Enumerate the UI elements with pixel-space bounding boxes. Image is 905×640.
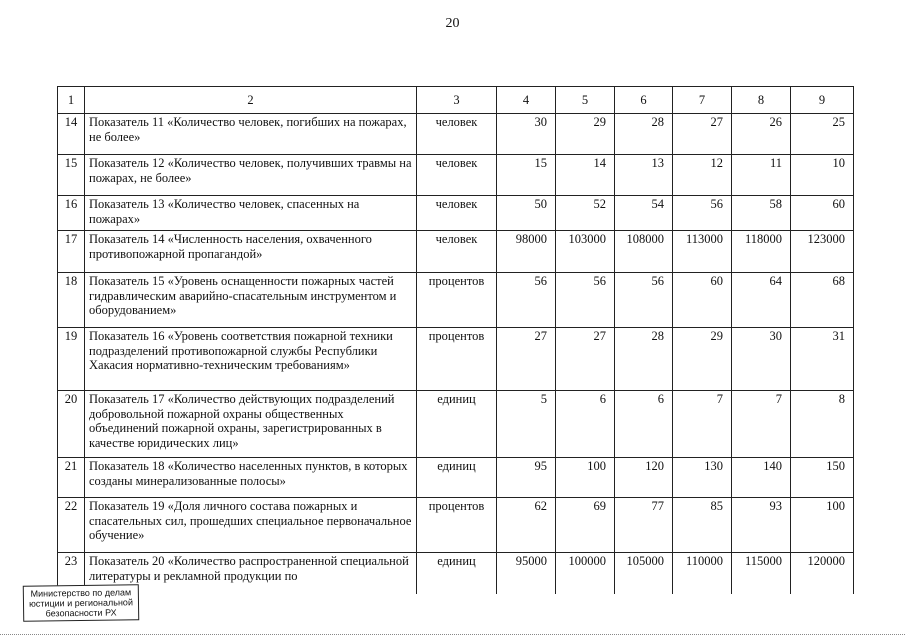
table-row: [58, 328, 854, 391]
value-cell: 10: [791, 155, 854, 196]
unit-cell: единиц: [417, 458, 497, 498]
value-cell: 120000: [791, 553, 854, 595]
header-cell: 8: [732, 87, 791, 114]
row-number-cell: 21: [58, 458, 85, 498]
row-number-cell: 16: [58, 196, 85, 231]
indicator-cell: Показатель 20 «Количество распространенной специальной литературы и рекламной продукции по: [85, 553, 417, 595]
unit-cell: процентов: [417, 498, 497, 553]
indicators-table: [57, 86, 854, 594]
value-cell: 28: [615, 114, 673, 155]
unit-cell: процентов: [417, 273, 497, 328]
indicator-cell: Показатель 15 «Уровень оснащенности пожарных частей гидравлическим аварийно-спасательным инструментом и оборудованием»: [85, 273, 417, 328]
registration-stamp: [23, 584, 139, 622]
unit-cell: человек: [417, 114, 497, 155]
stamp-line: безопасности РХ: [45, 607, 117, 619]
value-cell: 85: [673, 498, 732, 553]
value-cell: 100: [791, 498, 854, 553]
value-cell: 50: [497, 196, 556, 231]
indicator-cell: Показатель 14 «Численность населения, охваченного противопожарной пропагандой»: [85, 231, 417, 273]
indicator-cell: Показатель 13 «Количество человек, спасенных на пожарах»: [85, 196, 417, 231]
value-cell: 93: [732, 498, 791, 553]
row-number-cell: 20: [58, 391, 85, 458]
value-cell: 95: [497, 458, 556, 498]
value-cell: 115000: [732, 553, 791, 595]
value-cell: 68: [791, 273, 854, 328]
indicator-cell: Показатель 11 «Количество человек, погибших на пожарах, не более»: [85, 114, 417, 155]
value-cell: 7: [673, 391, 732, 458]
table-row: [58, 114, 854, 155]
page-number: 20: [445, 16, 460, 31]
value-cell: 56: [673, 196, 732, 231]
value-cell: 6: [615, 391, 673, 458]
value-cell: 11: [732, 155, 791, 196]
row-number-cell: 19: [58, 328, 85, 391]
value-cell: 31: [791, 328, 854, 391]
header-row: [58, 87, 854, 114]
value-cell: 108000: [615, 231, 673, 273]
value-cell: 13: [615, 155, 673, 196]
value-cell: 103000: [556, 231, 615, 273]
unit-cell: единиц: [417, 391, 497, 458]
value-cell: 27: [556, 328, 615, 391]
table-row: [58, 458, 854, 498]
unit-cell: единиц: [417, 553, 497, 595]
unit-cell: человек: [417, 231, 497, 273]
value-cell: 140: [732, 458, 791, 498]
value-cell: 27: [673, 114, 732, 155]
table-row: [58, 231, 854, 273]
indicator-cell: Показатель 18 «Количество населенных пунктов, в которых созданы минерализованные полосы»: [85, 458, 417, 498]
value-cell: 29: [673, 328, 732, 391]
value-cell: 120: [615, 458, 673, 498]
value-cell: 60: [673, 273, 732, 328]
stamp-line: юстиции и региональной: [28, 597, 134, 609]
table-row: [58, 498, 854, 553]
value-cell: 56: [556, 273, 615, 328]
row-number-cell: 22: [58, 498, 85, 553]
stamp-line: Министерство по делам: [30, 587, 132, 599]
header-cell: 9: [791, 87, 854, 114]
value-cell: 27: [497, 328, 556, 391]
value-cell: 105000: [615, 553, 673, 595]
value-cell: 56: [615, 273, 673, 328]
scan-edge-line: [0, 634, 905, 636]
value-cell: 14: [556, 155, 615, 196]
row-number-cell: 14: [58, 114, 85, 155]
value-cell: 12: [673, 155, 732, 196]
value-cell: 8: [791, 391, 854, 458]
row-number-cell: 17: [58, 231, 85, 273]
value-cell: 100000: [556, 553, 615, 595]
value-cell: 30: [497, 114, 556, 155]
indicator-cell: Показатель 12 «Количество человек, получивших травмы на пожарах, не более»: [85, 155, 417, 196]
table-row: [58, 155, 854, 196]
header-cell: 7: [673, 87, 732, 114]
indicator-cell: Показатель 17 «Количество действующих подразделений добровольной пожарной охраны общественных объединений пожарной охраны, зарегистрированных в качестве юридических лиц»: [85, 391, 417, 458]
value-cell: 95000: [497, 553, 556, 595]
value-cell: 26: [732, 114, 791, 155]
value-cell: 25: [791, 114, 854, 155]
value-cell: 98000: [497, 231, 556, 273]
value-cell: 5: [497, 391, 556, 458]
value-cell: 56: [497, 273, 556, 328]
value-cell: 118000: [732, 231, 791, 273]
table-row: [58, 553, 854, 595]
value-cell: 62: [497, 498, 556, 553]
value-cell: 28: [615, 328, 673, 391]
value-cell: 15: [497, 155, 556, 196]
unit-cell: процентов: [417, 328, 497, 391]
header-cell: 1: [58, 87, 85, 114]
row-number-cell: 23: [58, 553, 85, 595]
value-cell: 58: [732, 196, 791, 231]
row-number-cell: 18: [58, 273, 85, 328]
unit-cell: человек: [417, 155, 497, 196]
indicator-cell: Показатель 19 «Доля личного состава пожарных и спасательных сил, прошедших специальное первоначальное обучение»: [85, 498, 417, 553]
value-cell: 7: [732, 391, 791, 458]
value-cell: 52: [556, 196, 615, 231]
header-cell: 6: [615, 87, 673, 114]
table-row: [58, 391, 854, 458]
value-cell: 29: [556, 114, 615, 155]
value-cell: 113000: [673, 231, 732, 273]
header-cell: 3: [417, 87, 497, 114]
value-cell: 6: [556, 391, 615, 458]
unit-cell: человек: [417, 196, 497, 231]
value-cell: 100: [556, 458, 615, 498]
indicator-cell: Показатель 16 «Уровень соответствия пожарной техники подразделений противопожарной службы Республики Хакасия нормативно-техническим требованиям»: [85, 328, 417, 391]
table-row: [58, 196, 854, 231]
table-row: [58, 273, 854, 328]
value-cell: 77: [615, 498, 673, 553]
value-cell: 54: [615, 196, 673, 231]
value-cell: 150: [791, 458, 854, 498]
header-cell: 5: [556, 87, 615, 114]
value-cell: 110000: [673, 553, 732, 595]
value-cell: 69: [556, 498, 615, 553]
header-cell: 2: [85, 87, 417, 114]
value-cell: 64: [732, 273, 791, 328]
value-cell: 30: [732, 328, 791, 391]
row-number-cell: 15: [58, 155, 85, 196]
header-cell: 4: [497, 87, 556, 114]
value-cell: 130: [673, 458, 732, 498]
value-cell: 60: [791, 196, 854, 231]
value-cell: 123000: [791, 231, 854, 273]
